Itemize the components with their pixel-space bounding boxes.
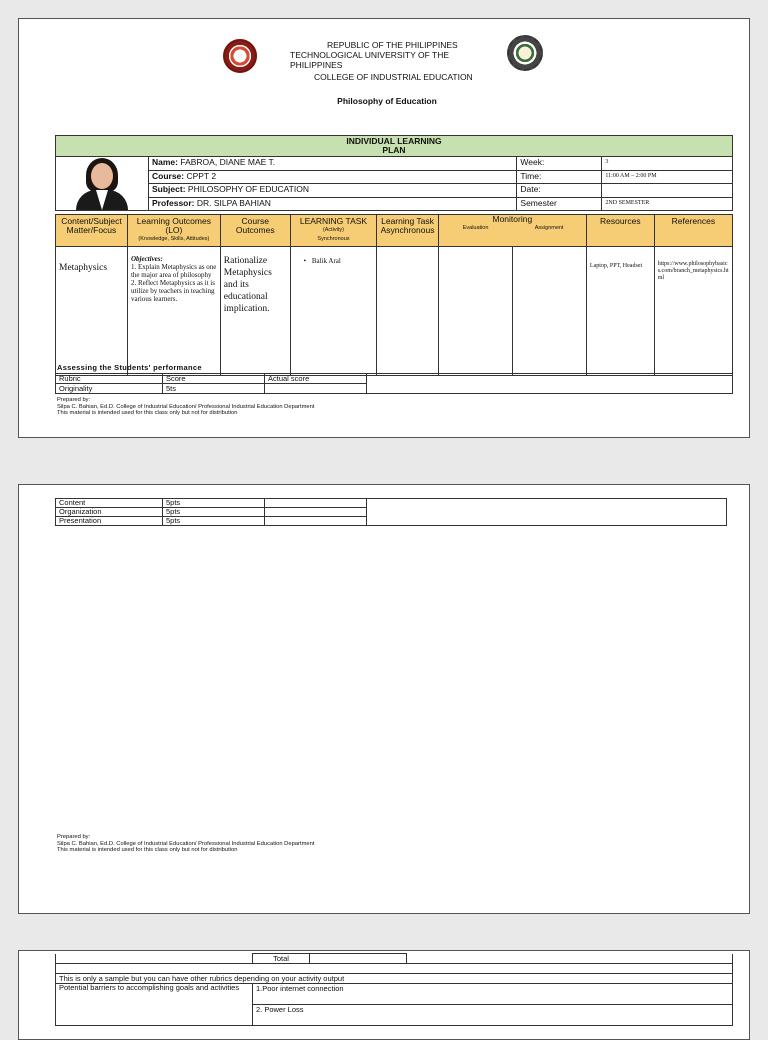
score-originality: 5ts	[163, 384, 265, 394]
header-lo-text: Learning Outcomes (LO)	[136, 216, 211, 235]
header-assignment: Assignment	[534, 225, 564, 231]
header-task-sub2: Synchronous	[317, 236, 350, 242]
header-task-text: LEARNING TASK	[299, 216, 368, 226]
learning-outcomes-cell	[127, 247, 220, 376]
course-label: Course:	[152, 170, 185, 181]
rubric-blank	[367, 499, 727, 526]
header-content-text: Content/Subject Matter/Focus	[61, 216, 122, 235]
objective-2: 2. Reflect Metaphysics as it is utilize by teachers in teaching various learners.	[130, 279, 215, 303]
time-value: 11:00 AM – 2:00 PM	[602, 170, 733, 184]
learning-plan-info-table	[55, 135, 733, 211]
content-cell: Metaphysics	[56, 247, 128, 376]
date-label: Date:	[517, 184, 602, 198]
semester-label: Semester	[517, 197, 602, 211]
document-title: Philosophy of Education	[337, 96, 437, 106]
subject-label: Subject:	[152, 184, 186, 194]
header-evaluation: Evaluation	[462, 225, 489, 231]
avatar	[72, 158, 132, 210]
actual-score-header: Actual score	[265, 374, 367, 384]
barriers-label: Potential barriers to accomplishing goals and activities	[56, 984, 253, 1026]
rubric-header: Rubric	[56, 374, 163, 384]
rubric-originality: Originality	[56, 384, 163, 394]
actual-content	[265, 499, 367, 508]
professor-label: Professor:	[152, 197, 195, 208]
task-text: Balik Aral	[311, 257, 341, 265]
name-value: FABROA, DIANE MAE T.	[180, 157, 276, 167]
university-heading: TECHNOLOGICAL UNIVERSITY OF THE PHILIPPINES	[290, 50, 450, 70]
sample-note: This is only a sample but you can have other rubrics depending on your activity output	[56, 974, 733, 984]
total-right-blank	[407, 954, 733, 964]
plan-title-text: INDIVIDUAL LEARNING PLAN	[346, 136, 442, 155]
barrier-2: 2. Power Loss	[253, 1005, 733, 1026]
name-field	[149, 157, 517, 171]
task-bullet: •	[303, 257, 307, 265]
actual-presentation	[265, 517, 367, 526]
document-page-1	[18, 18, 750, 438]
learning-plan-table	[55, 214, 733, 376]
objective-1: 1. Explain Metaphysics as one the major area of philosophy	[130, 263, 217, 279]
header-monitoring	[438, 215, 586, 247]
footer-text: Silpa C. Bahian, Ed.D. College of Industrial Education/ Professional Industrial Education Department This material is intended used for this class only but not for distribution	[57, 403, 315, 416]
professor-field	[149, 197, 517, 211]
page-1-footer	[57, 397, 317, 417]
total-blank	[56, 954, 253, 964]
objectives-title: Objectives:	[130, 255, 163, 263]
course-field	[149, 170, 517, 184]
prepared-by-label: Prepared by:	[57, 834, 91, 840]
week-value: 3	[602, 157, 733, 171]
header-content	[56, 215, 128, 247]
score-organization: 5pts	[163, 508, 265, 517]
republic-heading: REPUBLIC OF THE PHILIPPINES	[327, 40, 458, 50]
spacer-row	[56, 964, 733, 974]
header-lo-sub: (Knowledge, Skills, Attitudes)	[138, 236, 210, 242]
university-seal-logo	[223, 39, 257, 73]
rubric-presentation: Presentation	[56, 517, 163, 526]
rubric-table-continued	[55, 498, 727, 526]
score-presentation: 5pts	[163, 517, 265, 526]
resources-cell: Laptop, PPT, Headset	[586, 247, 654, 376]
assignment-cell	[512, 247, 586, 376]
student-photo	[56, 157, 149, 211]
header-async: Learning Task Asynchronous	[377, 215, 439, 247]
document-page-2	[18, 484, 750, 914]
header-course-outcomes: Course Outcomes	[220, 215, 290, 247]
semester-value: 2ND SEMESTER	[602, 197, 733, 211]
references-cell: https://www.philosophybasics.com/branch_metaphysics.html	[654, 247, 732, 376]
week-label: Week:	[517, 157, 602, 171]
barrier-1: 1.Poor internet connection	[253, 984, 733, 1005]
rubric-organization: Organization	[56, 508, 163, 517]
college-heading: COLLEGE OF INDUSTRIAL EDUCATION	[314, 72, 473, 82]
document-page-3	[18, 950, 750, 1040]
avatar-face	[91, 163, 113, 189]
college-seal-logo	[507, 35, 543, 71]
subject-field	[149, 184, 517, 198]
header-learning-outcomes	[127, 215, 220, 247]
evaluation-cell	[438, 247, 512, 376]
header-learning-task	[290, 215, 377, 247]
monitoring-subheaders	[439, 224, 586, 233]
plan-title	[56, 136, 733, 157]
page-2-footer	[57, 834, 317, 854]
assessment-table	[55, 373, 733, 394]
prepared-by-label: Prepared by:	[57, 397, 91, 403]
professor-value: DR. SILPA BAHIAN	[196, 197, 271, 208]
header-task-sub1: (Activity)	[322, 227, 344, 233]
course-outcome-cell: Rationalize Metaphysics and its educational implication.	[220, 247, 290, 376]
subject-value: PHILOSOPHY OF EDUCATION	[187, 184, 309, 194]
header-monitoring-text: Monitoring	[492, 214, 533, 224]
actual-originality	[265, 384, 367, 394]
date-value	[602, 184, 733, 198]
name-label: Name:	[152, 157, 178, 167]
total-label: Total	[253, 954, 310, 964]
footer-text: Silpa C. Bahian, Ed.D. College of Industrial Education/ Professional Industrial Education Department This material is intended used for this class only but not for distribution	[57, 840, 315, 853]
actual-organization	[265, 508, 367, 517]
total-value	[310, 954, 407, 964]
score-header: Score	[163, 374, 265, 384]
assessment-title: Assessing the Students' performance	[57, 363, 202, 372]
header-resources: Resources	[586, 215, 654, 247]
header-references: References	[654, 215, 732, 247]
course-value: CPPT 2	[186, 170, 217, 181]
learning-task-cell	[290, 247, 377, 376]
score-content: 5pts	[163, 499, 265, 508]
rubric-content: Content	[56, 499, 163, 508]
time-label: Time:	[517, 170, 602, 184]
assessment-blank	[367, 374, 733, 394]
barriers-table	[55, 953, 733, 1026]
async-cell	[377, 247, 439, 376]
